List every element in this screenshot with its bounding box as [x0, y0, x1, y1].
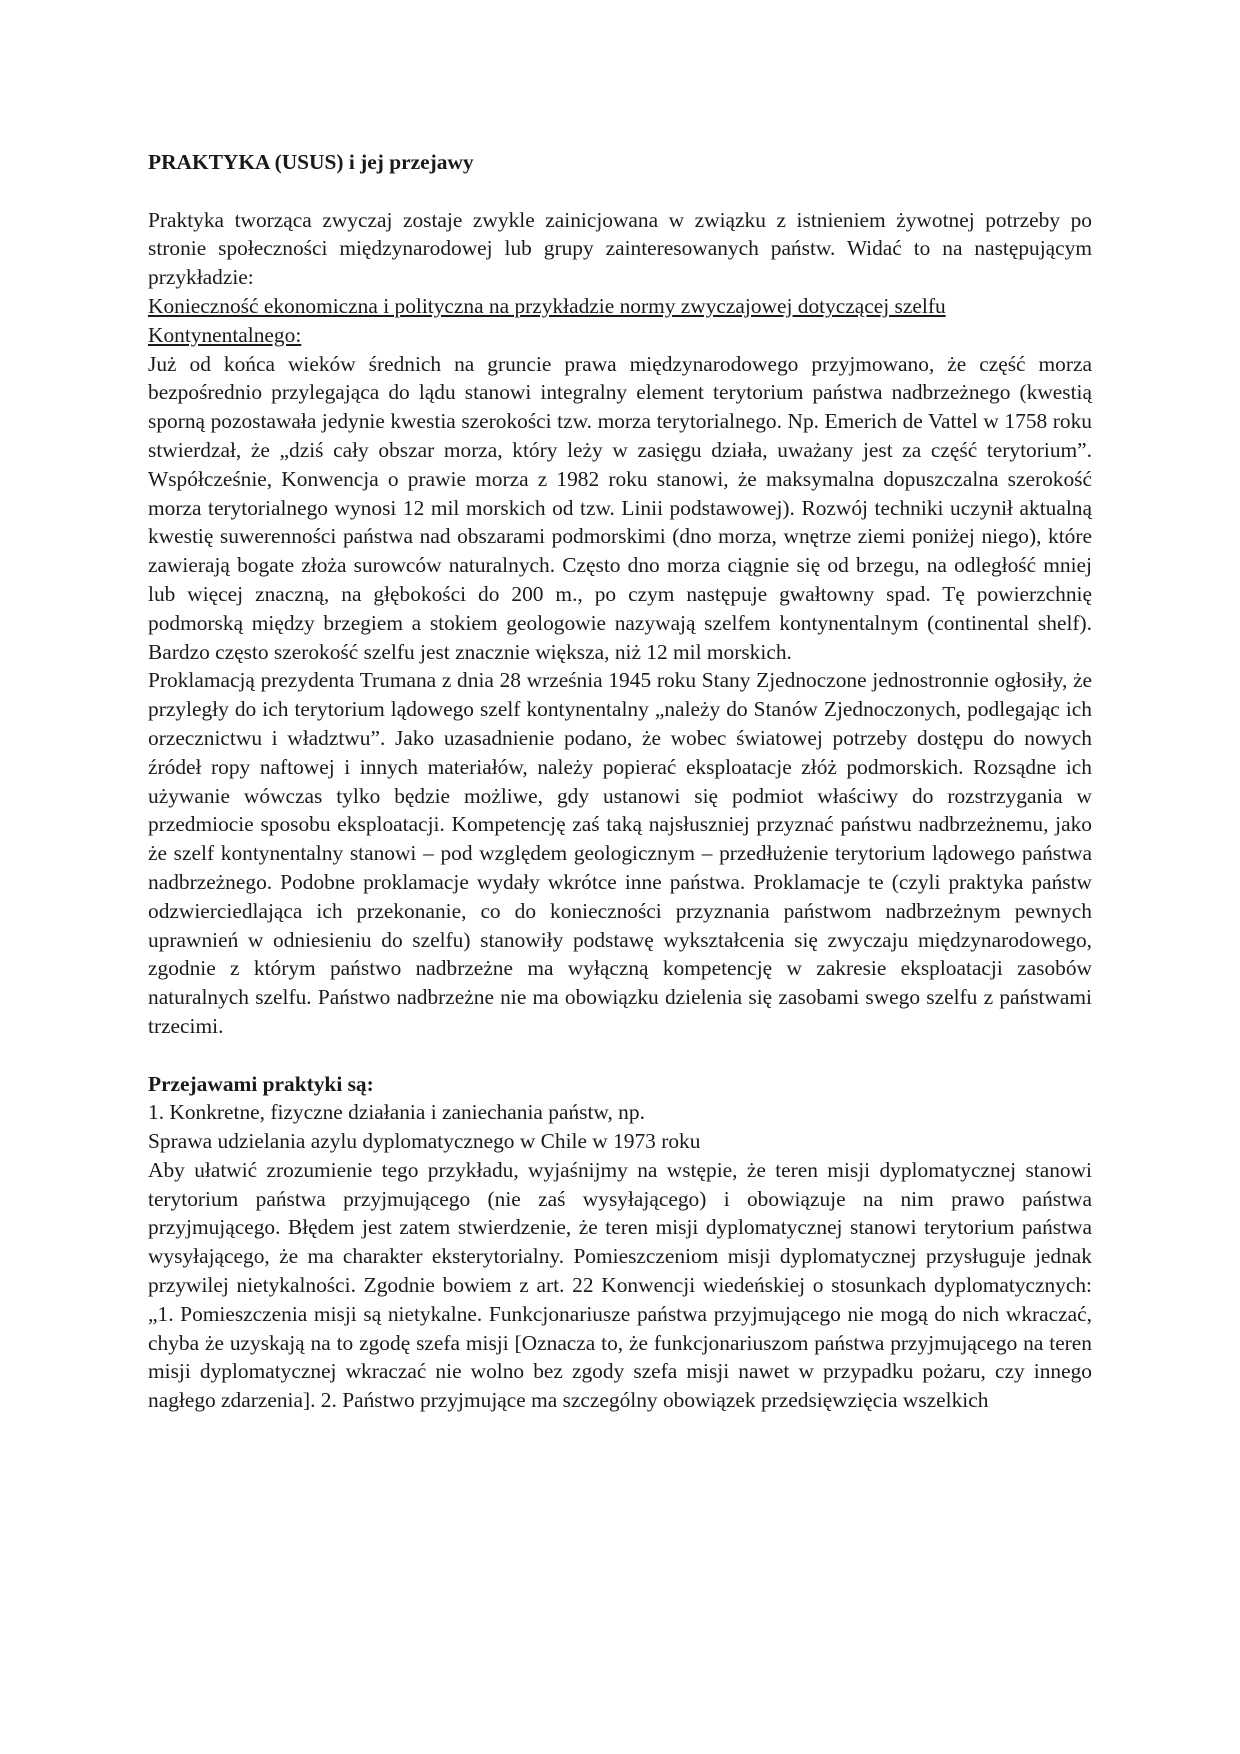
paragraph-diplomatic-asylum: Aby ułatwić zrozumienie tego przykładu, wyjaśnijmy na wstępie, że teren misji dyplomatycznej stanowi terytorium państwa przyjmującego (nie zaś wysyłającego) i obowiązuje na nim prawo państwa przyjmującego. Błędem jest zatem stwierdzenie, że teren misji dyplomatycznej stanowi terytorium państwa wysyłającego, że ma charakter eksterytorialny. Pomieszczeniom misji dyplomatycznej przysługuje jednak przywilej nietykalności. Zgodnie bowiem z art. 22 Konwencji wiedeńskiej o stosunkach dyplomatycznych: „1. Pomieszczenia misji są nietykalne. Funkcjonariusze państwa przyjmującego nie mogą do nich wkraczać, chyba że uzyskają na to zgodę szefa misji [Oznacza to, że funkcjonariuszom państwa przyjmującego na teren misji dyplomatycznej wkraczać nie wolno bez zgody szefa misji nawet w przypadku pożaru, czy innego nagłego zdarzenia]. 2. Państwo przyjmujące ma szczególny obowiązek przedsięwzięcia wszelkich: [148, 1157, 1092, 1413]
underlined-subheading: Konieczność ekonomiczna i polityczna na przykładzie normy zwyczajowej dotyczącej szelfu Kontynentalnego:: [148, 293, 946, 347]
list-item: 1. Konkretne, fizyczne działania i zaniechania państw, np.: [148, 1100, 645, 1125]
document-title: PRAKTYKA (USUS) i jej przejawy: [148, 150, 474, 174]
section-heading: Przejawami praktyki są:: [148, 1071, 374, 1096]
paragraph-continental-shelf: Już od końca wieków średnich na gruncie prawa międzynarodowego przyjmowano, że część morza bezpośrednio przylegająca do lądu stanowi integralny element terytorium państwa nadbrzeżnego (kwestią sporną pozostawała jedynie kwestia szerokości tzw. morza terytorialnego. Np. Emerich de Vattel w 1758 roku stwierdzał, że „dziś cały obszar morza, który leży w zasięgu działa, uważany jest za część terytorium”. Współcześnie, Konwencja o prawie morza z 1982 roku stanowi, że maksymalna dopuszczalna szerokość morza terytorialnego wynosi 12 mil morskich od tzw. Linii podstawowej). Rozwój techniki uczynił aktualną kwestię suwerenności państwa nad obszarami podmorskimi (dno morza, wnętrze ziemi poniżej niego), które zawierają bogate złoża surowców naturalnych. Często dno morza ciągnie się od brzegu, na odległość mniej lub więcej znaczną, na głębokości do 200 m., po czym następuje gwałtowny spad. Tę powierzchnię podmorską między brzegiem a stokiem geologowie nazywają szelfem kontynentalnym (continental shelf). Bardzo często szerokość szelfu jest znacznie większa, niż 12 mil morskich.: [148, 351, 1092, 664]
intro-paragraph: Praktyka tworząca zwyczaj zostaje zwykle zainicjowana w związku z istnieniem żywotnej potrzeby po stronie społeczności międzynarodowej lub grupy zainteresowanych państw. Widać to na następującym przykładzie:: [148, 207, 1092, 290]
document-page: [148, 148, 1092, 1415]
paragraph-truman-proclamation: Proklamacją prezydenta Trumana z dnia 28 września 1945 roku Stany Zjednoczone jednostronnie ogłosiły, że przyległy do ich terytorium lądowego szelf kontynentalny „należy do Stanów Zjednoczonych, podlegając ich orzecznictwu i władztwu”. Jako uzasadnienie podano, że wobec światowej potrzeby dostępu do nowych źródeł ropy naftowej i innych materiałów, należy popierać eksploatacje złóż podmorskich. Rozsądne ich używanie wówczas tylko będzie możliwe, gdy ustanowi się podmiot właściwy do rozstrzygania w przedmiocie sposobu eksploatacji. Kompetencję zaś taką najsłuszniej przyznać państwu nadbrzeżnemu, jako że szelf kontynentalny stanowi – pod względem geologicznym – przedłużenie terytorium lądowego państwa nadbrzeżnego. Podobne proklamacje wydały wkrótce inne państwa. Proklamacje te (czyli praktyka państw odzwierciedlająca ich przekonanie, co do konieczności przyznania państwom nadbrzeżnym pewnych uprawnień w odniesieniu do szelfu) stanowiły podstawę wykształcenia się zwyczaju międzynarodowego, zgodnie z którym państwo nadbrzeżne ma wyłączną kompetencję w zakresie eksploatacji zasobów naturalnych szelfu. Państwo nadbrzeżne nie ma obowiązku dzielenia się zasobami swego szelfu z państwami trzecimi.: [148, 668, 1092, 1038]
example-title: Sprawa udzielania azylu dyplomatycznego w Chile w 1973 roku: [148, 1129, 701, 1154]
